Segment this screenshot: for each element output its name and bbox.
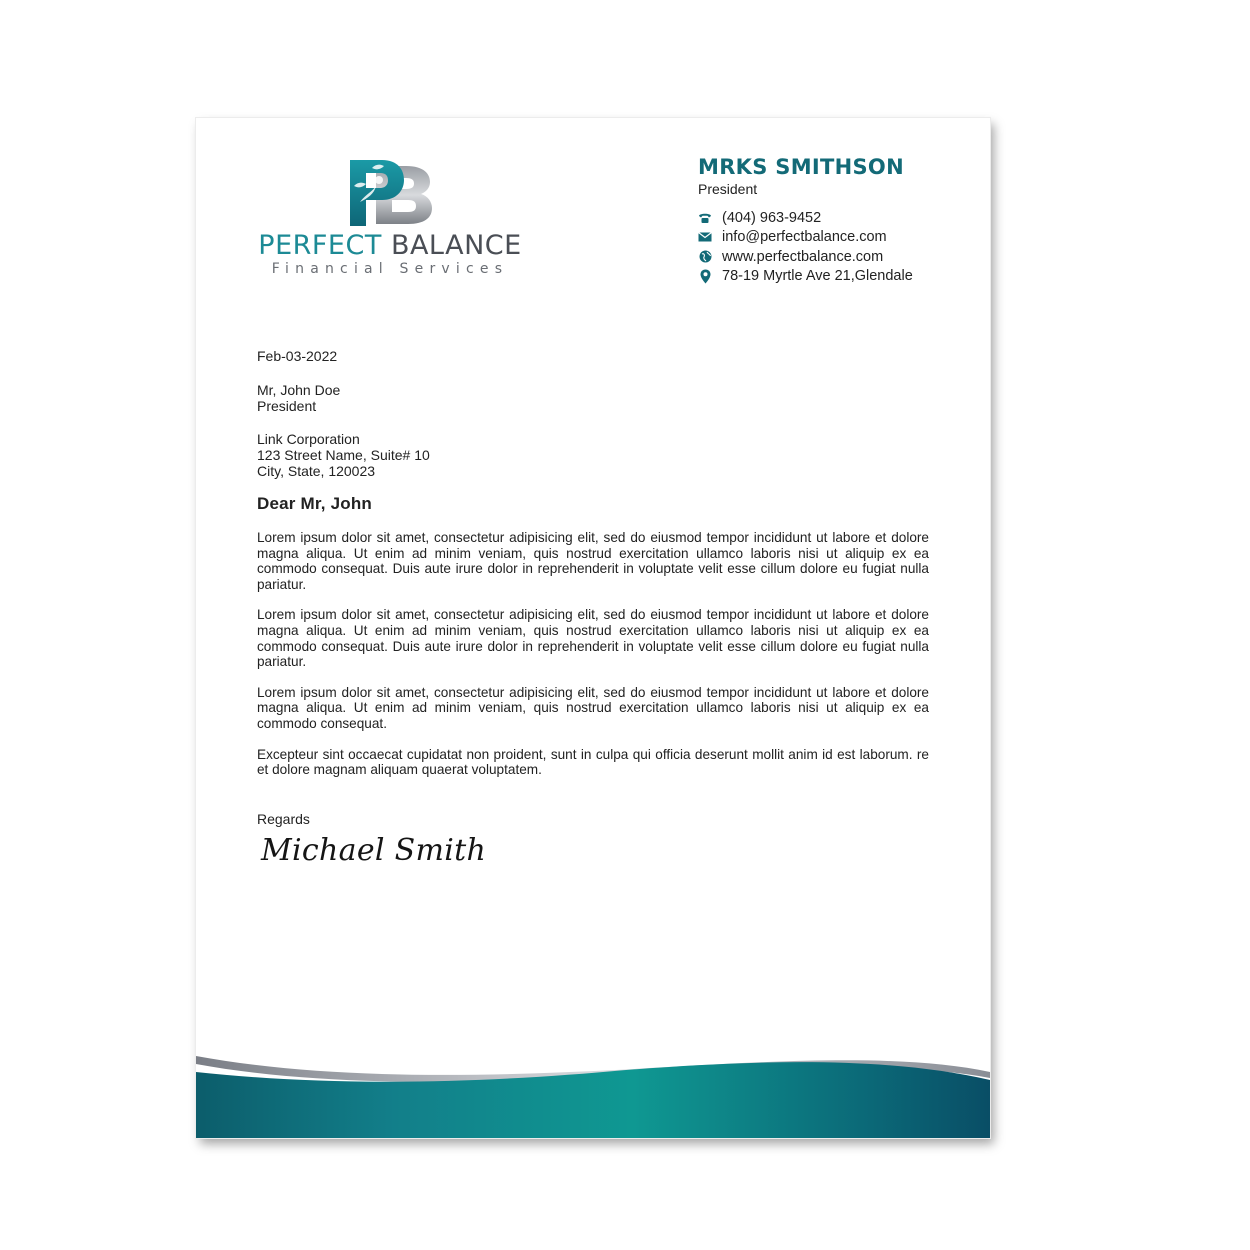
salutation: Dear Mr, John [257,494,373,513]
company-name [254,230,526,261]
company-logo [254,158,526,276]
recipient-company: Link Corporation [257,431,360,447]
address-text: 78-19 Myrtle Ave 21,Glendale [722,268,913,285]
body-paragraph: Lorem ipsum dolor sit amet, consectetur adipisicing elit, sed do eiusmod tempor incididunt ut labore et dolore magna aliqua. Ut enim ad minim veniam, quis nostrud exercitation ullamco laboris nisi ut aliquip ex ea commodo consequat. [257,684,929,731]
sender-role: President [698,181,758,197]
letter-date: Feb-03-2022 [257,348,338,364]
body-paragraph: Lorem ipsum dolor sit amet, consectetur adipisicing elit, sed do eiusmod tempor incididunt ut labore et dolore magna aliqua. Ut enim ad minim veniam, quis nostrud exercitation ullamco laboris nisi ut aliquip ex ea commodo consequat. Duis aute irure dolor in reprehenderit in voluptate velit esse cillum dolore eu fugiat nulla pariatur. [257,607,929,670]
body-paragraph: Lorem ipsum dolor sit amet, consectetur adipisicing elit, sed do eiusmod tempor incididunt ut labore et dolore magna aliqua. Ut enim ad minim veniam, quis nostrud exercitation ullamco laboris nisi ut aliquip ex ea commodo consequat. Duis aute irure dolor in reprehenderit in voluptate velit esse cillum dolore eu fugiat nulla pariatur. [257,530,929,592]
footer-wave-decoration [196,1048,990,1138]
recipient-address-line1: 123 Street Name, Suite# 10 [257,447,430,463]
contact-email [698,228,978,248]
company-name-part2: BALANCE [390,230,522,261]
pb-monogram-icon [346,158,434,228]
contact-block [698,154,978,286]
company-tagline: Financial Services [271,261,509,277]
letter-body [257,348,929,868]
phone-icon [698,211,712,225]
recipient-name: Mr, John Doe [257,382,341,398]
globe-icon [698,250,712,264]
recipient-address-block [257,431,929,479]
contact-website [698,247,978,267]
recipient-title: President [257,398,317,414]
recipient-address-line2: City, State, 120023 [257,463,376,479]
contact-phone [698,208,978,228]
website-text: www.perfectbalance.com [722,248,884,265]
sender-name: MRKS SMITHSON [698,155,904,179]
signature: Michael Smith [261,832,487,868]
contact-list [698,208,978,286]
letterhead-page [196,118,990,1138]
phone-text: (404) 963-9452 [722,209,822,226]
contact-address [698,267,978,287]
email-text: info@perfectbalance.com [722,229,887,246]
recipient-block [257,382,929,414]
body-paragraph: Excepteur sint occaecat cupidatat non proident, sunt in culpa qui officia deserunt mollit anim id est laborum. re et dolore magnam aliquam quaerat voluptatem. [257,746,929,778]
company-name-part1: PERFECT [258,230,382,261]
envelope-icon [698,230,712,244]
location-pin-icon [698,269,712,283]
closing: Regards [257,810,310,827]
